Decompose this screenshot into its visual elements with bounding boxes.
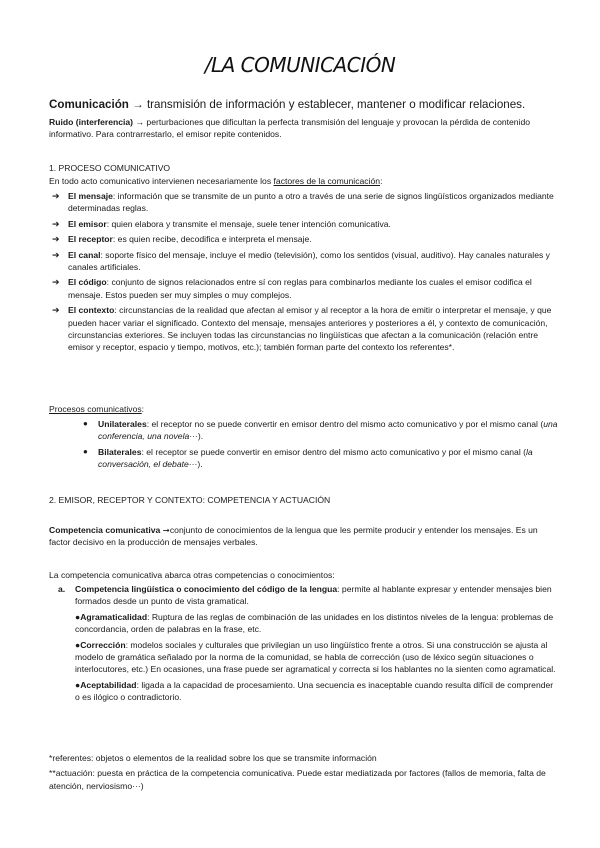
list-item	[49, 583, 559, 608]
list-item	[49, 233, 559, 245]
item-text: : el receptor se puede convertir en emisor dentro del mismo acto comunicativo y por el mismo canal (	[141, 446, 526, 457]
item-term: Unilaterales	[98, 419, 147, 429]
noise-definition	[49, 116, 559, 141]
list-item	[49, 418, 559, 443]
item-text: : información que se transmite de un punto a otro a través de una serie de signos lingüísticos organizados mediante determinadas reglas.	[68, 191, 554, 214]
list-item	[49, 276, 559, 301]
item-text: : es quien recibe, decodifica e interpreta el mensaje.	[112, 234, 312, 245]
list-item	[49, 249, 559, 274]
bullet-icon: ●	[75, 679, 81, 690]
processes-heading-text: Procesos comunicativos	[49, 404, 142, 414]
item-term: El canal	[68, 249, 101, 260]
competencia-linguistica	[49, 583, 559, 704]
list-item	[49, 446, 559, 471]
item-end: ).	[197, 459, 203, 470]
bullet-icon: ●	[75, 611, 81, 622]
footnote-actuacion: **actuación: puesta en práctica de la competencia comunicativa. Puede estar mediatizada por factores (fallos de memoria, falta de atención, nerviosismo···)	[49, 768, 546, 791]
item-text: : soporte físico del mensaje, incluye el medio (televisión), como los sentidos (visual, auditivo). Hay canales naturales y canales artificiales.	[68, 249, 550, 273]
competencia-definition	[49, 524, 559, 549]
item-term: Agramaticalidad	[80, 611, 148, 622]
competencia-term: Competencia comunicativa	[49, 525, 161, 535]
item-end: ).	[197, 431, 204, 442]
factors-link: factores de la comunicación	[273, 176, 381, 186]
bullet-icon: ●	[83, 419, 88, 428]
page-title: /LA COMUNICACIÓN	[204, 53, 396, 77]
bullet-icon: ●	[75, 639, 81, 650]
item-term: Corrección	[80, 639, 126, 650]
footnotes	[49, 752, 559, 792]
arrow-icon: ➔	[52, 234, 60, 245]
item-text: : conjunto de signos relacionados entre sí con reglas para combinarlos mediante los cuales el emisor codifica el mensaje. Estos pueden ser muy simples o muy complejos.	[68, 277, 532, 300]
item-text: : permite al hablante expresar y entender mensajes bien formados desde un punto de vista gramatical.	[75, 584, 552, 607]
list-item	[49, 639, 559, 676]
item-text: : ligada a la capacidad de procesamiento. Una secuencia es inaceptable cuando resulta difícil de comprender o es ilógico o contradictorio.	[75, 679, 554, 703]
section2-heading: 2. EMISOR, RECEPTOR Y CONTEXTO: COMPETENCIA Y ACTUACIÓN	[49, 495, 331, 505]
intro-definition	[49, 97, 559, 113]
competencia-arrow: ➞	[160, 525, 170, 535]
arrow-icon: ➔	[52, 191, 60, 201]
section1-intro-pre: En todo acto comunicativo intervienen necesariamente los	[49, 176, 274, 186]
item-marker: a.	[58, 584, 66, 594]
item-term: El contexto	[68, 305, 115, 316]
processes-list	[49, 418, 559, 471]
list-item	[49, 304, 559, 354]
item-text: : el receptor no se puede convertir en emisor dentro del mismo acto comunicativo y por el mismo canal (	[146, 419, 544, 429]
footnote-referentes: *referentes: objetos o elementos de la realidad sobre los que se transmite información	[49, 753, 377, 763]
list-item	[49, 611, 559, 636]
item-term: Bilaterales	[98, 446, 142, 457]
item-term: El receptor	[68, 234, 113, 245]
intro-term: Comunicación	[49, 98, 129, 111]
list-item	[49, 218, 559, 230]
list-item	[49, 679, 559, 704]
intro-definition-text: transmisión de información y establecer, mantener o modificar relaciones.	[143, 98, 526, 111]
processes-colon: :	[141, 404, 145, 414]
item-text: : circunstancias de la realidad que afectan al emisor y al receptor a la hora de emitir o interpretar el mensaje, y que pueden hacer variar el significado. Contexto del mensaje, mensajes anteriores y posteriores a él, y contexto de comunicación, circunstancias exteriores. Se incluyen todas las circunstancias no lingüísticas que afectan a la comunicación (relación entre emisor y receptor, espacio y tiempo, motivos, etc.); también forman parte del contexto los referentes*.	[68, 305, 552, 353]
section1-intro	[49, 175, 559, 187]
arrow-icon: ➔	[52, 277, 60, 288]
noise-term: Ruido (interferencia)	[49, 117, 134, 127]
item-term: El mensaje	[68, 191, 113, 201]
item-term: El emisor	[68, 218, 107, 229]
section1-intro-post: :	[380, 176, 383, 186]
item-term: Competencia lingüística o conocimiento del código de la lengua	[75, 584, 338, 594]
item-example: una conferencia, una novela···	[98, 419, 558, 442]
bullet-icon: ●	[83, 446, 88, 456]
arrow-icon: ➔	[52, 249, 60, 260]
arrow-icon: ➔	[52, 305, 60, 316]
item-term: El código	[68, 277, 107, 288]
processes-heading	[49, 403, 559, 415]
noise-text: perturbaciones que dificultan la perfecta transmisión del lenguaje y provocan la pérdida de contenido informativo. Para contrarrestarlo, el emisor repite contenidos.	[49, 117, 531, 140]
section1-heading: 1. PROCESO COMUNICATIVO	[49, 163, 171, 173]
list-item	[49, 190, 559, 215]
factors-list	[49, 190, 559, 354]
item-term: Aceptabilidad	[80, 679, 137, 690]
item-text: : quien elabora y transmite el mensaje, suele tener intención comunicativa.	[106, 218, 391, 229]
noise-arrow: →	[133, 117, 147, 127]
arrow-icon: ➔	[52, 218, 60, 229]
item-text: : modelos sociales y culturales que privilegian un uso lingüístico frente a otros. Si una construcción se ajusta al modelo de gramática señalado por la norma de la comunidad, se habla de corrección (uso de léxico según situaciones o interlocutores, etc.) En ocasiones, una frase puede ser agramatical y correcta si los hablantes no la sienten como agramatical.	[75, 639, 556, 675]
item-example: la conversación, el debate···	[98, 446, 533, 470]
abarca-text: La competencia comunicativa abarca otras competencias o conocimientos:	[49, 570, 335, 580]
intro-arrow: →	[132, 98, 144, 111]
competencia-text: conjunto de conocimientos de la lengua que les permite producir y entender los mensajes. Es un factor decisivo en la producción de mensajes verbales.	[49, 525, 538, 548]
item-text: : Ruptura de las reglas de combinación de las unidades en los distintos niveles de la lengua: problemas de concordancia, orden de palabras en la frase, etc.	[75, 611, 554, 635]
